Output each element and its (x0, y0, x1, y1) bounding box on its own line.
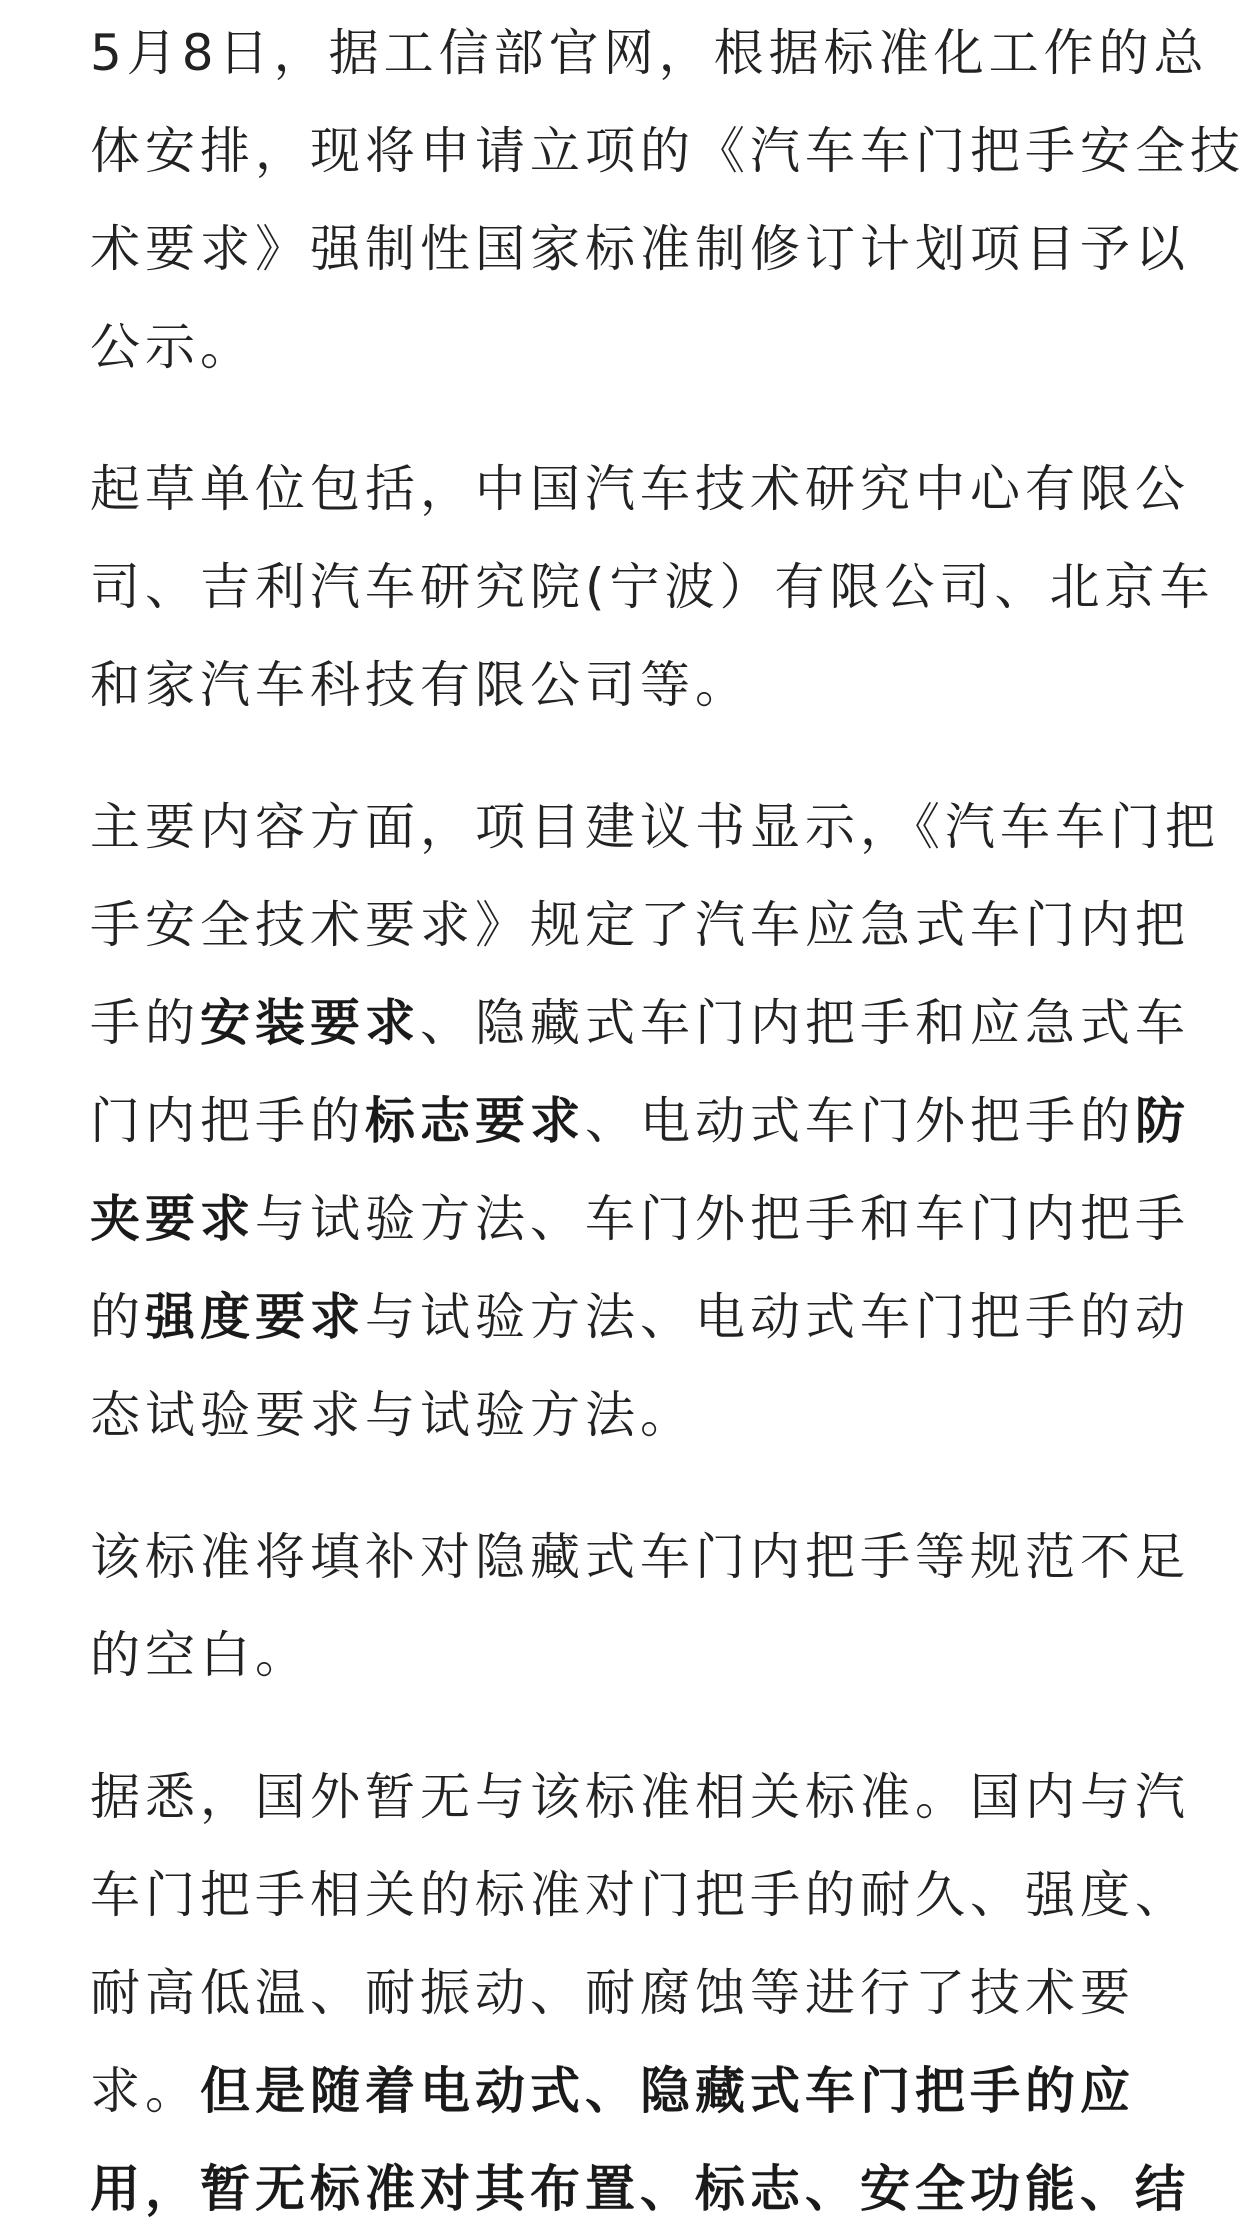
text-run: 体安排，现将申请立项的《汽车车门把手安全技 (90, 122, 1245, 180)
text-run: 与试验方法、车门外把手和车门内把手 (255, 1190, 1190, 1248)
bold-text-run: 用，暂无标准对其布置、标志、安全功能、结 (90, 2160, 1190, 2218)
text-run: 主要内容方面，项目建议书显示，《汽车车门把 (90, 798, 1220, 856)
text-line (90, 778, 1220, 876)
text-run: 5月8日，据工信部官网，根据标准化工作的总 (90, 24, 1209, 82)
paragraph-fill-gap (90, 1508, 1190, 1704)
text-line (90, 1944, 1170, 2042)
paragraph-drafting-units (90, 440, 1215, 734)
text-run: 司、吉利汽车研究院(宁波）有限公司、北京车 (90, 558, 1215, 616)
text-run: 手安全技术要求》规定了汽车应急式车门内把 (90, 896, 1190, 954)
article-body (90, 4, 1245, 2238)
text-line (90, 1072, 1190, 1170)
text-line (90, 1846, 1190, 1944)
text-line (90, 876, 1190, 974)
text-run: 手的 (90, 994, 200, 1052)
text-run: 车门把手相关的标准对门把手的耐久、强度、 (90, 1866, 1190, 1924)
text-run: 的空白。 (90, 1626, 310, 1684)
text-line (90, 440, 1190, 538)
bold-text-run: 夹要求 (90, 1190, 255, 1248)
text-run: 求。 (90, 2062, 200, 2120)
text-run: 、电动式车门外把手的 (585, 1092, 1135, 1150)
text-line (90, 538, 1215, 636)
text-line (90, 1508, 1190, 1606)
text-line (90, 974, 1190, 1072)
bold-text-run: 标志要求 (365, 1092, 585, 1150)
text-line (90, 636, 1170, 734)
bold-text-run: 强度要求 (145, 1288, 365, 1346)
paragraph-announcement (90, 4, 1245, 396)
text-run: 术要求》强制性国家标准制修订计划项目予以 (90, 220, 1190, 278)
text-run: 态试验要求与试验方法。 (90, 1386, 695, 1444)
paragraph-main-content (90, 778, 1220, 1464)
text-run: 、隐藏式车门内把手和应急式车 (420, 994, 1190, 1052)
bold-text-run: 防 (1135, 1092, 1190, 1150)
text-run: 起草单位包括，中国汽车技术研究中心有限公 (90, 460, 1190, 518)
text-line (90, 102, 1245, 200)
text-run: 耐高低温、耐振动、耐腐蚀等进行了技术要 (90, 1964, 1135, 2022)
text-line (90, 2140, 1190, 2238)
text-line (90, 1268, 1190, 1366)
text-line (90, 1606, 1170, 1704)
text-run: 和家汽车科技有限公司等。 (90, 656, 750, 714)
text-line (90, 1366, 1170, 1464)
text-line (90, 1748, 1190, 1846)
text-line (90, 1170, 1190, 1268)
text-run: 与试验方法、电动式车门把手的动 (365, 1288, 1190, 1346)
paragraph-background (90, 1748, 1190, 2238)
text-run: 公示。 (90, 318, 255, 376)
text-line (90, 4, 1209, 102)
text-run: 的 (90, 1288, 145, 1346)
bold-text-run: 但是随着电动式、隐藏式车门把手的应 (200, 2062, 1135, 2120)
text-line (90, 298, 1170, 396)
text-run: 据悉，国外暂无与该标准相关标准。国内与汽 (90, 1768, 1190, 1826)
text-line (90, 2042, 1170, 2140)
text-run: 门内把手的 (90, 1092, 365, 1150)
bold-text-run: 安装要求 (200, 994, 420, 1052)
text-line (90, 200, 1190, 298)
text-run: 该标准将填补对隐藏式车门内把手等规范不足 (90, 1528, 1190, 1586)
